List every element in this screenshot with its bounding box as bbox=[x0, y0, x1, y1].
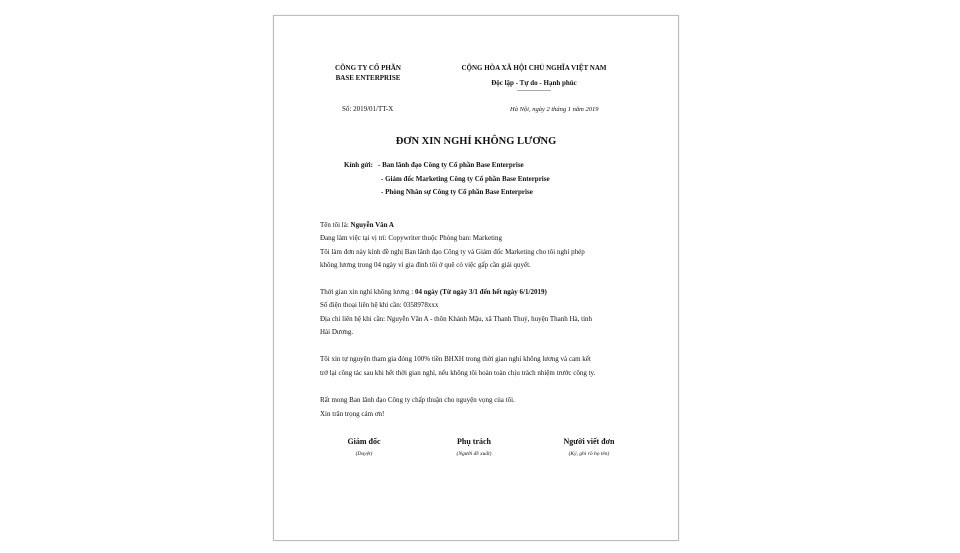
recipient-item: - Ban lãnh đạo Công ty Cổ phần Base Enterprise bbox=[378, 161, 524, 169]
recipient-item: - Giám đốc Marketing Công ty Cổ phần Base Enterprise bbox=[381, 175, 550, 183]
signature-title-director: Giám đốc bbox=[347, 437, 381, 446]
signature-title-supervisor: Phụ trách bbox=[457, 437, 491, 446]
name-value: Nguyễn Văn A bbox=[350, 221, 394, 229]
company-name-line2: BASE ENTERPRISE bbox=[335, 74, 401, 82]
address-line1: Địa chỉ liên hệ khi cần: Nguyễn Văn A - thôn Khánh Mậu, xã Thanh Thuỷ, huyện Thanh Hà, tỉnh bbox=[320, 315, 593, 323]
motto: Độc lập - Tự do - Hạnh phúc bbox=[491, 79, 577, 87]
place-date: Hà Nội, ngày 2 tháng 1 năm 2019 bbox=[510, 106, 599, 113]
phone-line: Số điện thoại liên hệ khi cần: 0358978xxx bbox=[320, 301, 439, 309]
closing-line2: Xin trân trọng cảm ơn! bbox=[320, 410, 385, 418]
address-line2: Hải Dương. bbox=[320, 328, 354, 336]
name-line bbox=[320, 221, 394, 230]
document-title: ĐƠN XIN NGHỈ KHÔNG LƯƠNG bbox=[395, 136, 557, 147]
closing-line1: Rất mong Ban lãnh đạo Công ty chấp thuận cho nguyện vọng của tôi. bbox=[320, 396, 515, 404]
signature-sub-director: (Duyệt) bbox=[355, 451, 373, 457]
leave-period-line bbox=[320, 288, 547, 297]
leave-period-value: 04 ngày (Từ ngày 3/1 đến hết ngày 6/1/2019) bbox=[415, 288, 547, 296]
recipient-item: - Phòng Nhân sự Công ty Cổ phần Base Enterprise bbox=[381, 188, 533, 196]
document-page bbox=[273, 15, 679, 541]
recipients-label: Kính gửi: bbox=[344, 161, 373, 169]
signature-sub-applicant: (Ký, ghi rõ họ tên) bbox=[568, 451, 610, 457]
signature-title-applicant: Người viết đơn bbox=[563, 437, 615, 446]
leave-period-label: Thời gian xin nghỉ không lương : bbox=[320, 288, 415, 296]
motto-rule: ----------------- bbox=[517, 88, 551, 94]
commitment-line1: Tôi xin tự nguyện tham gia đóng 100% tiền BHXH trong thời gian nghỉ không lương và cam kết bbox=[320, 355, 591, 363]
document-number: Số: 2019/01/TT-X bbox=[342, 105, 394, 113]
request-line1: Tôi làm đơn này kính đề nghị Ban lãnh đạo Công ty và Giám đốc Marketing cho tôi nghỉ phép bbox=[320, 248, 585, 256]
company-name-line1: CÔNG TY CỔ PHẦN bbox=[335, 64, 401, 72]
position-line: Đang làm việc tại vị trí: Copywriter thuộc Phòng ban: Marketing bbox=[320, 234, 502, 242]
name-label: Tên tôi là: bbox=[320, 221, 351, 229]
commitment-line2: trở lại công tác sau khi hết thời gian nghỉ, nếu không tôi hoàn toàn chịu trách nhiệm trước công ty. bbox=[320, 369, 596, 377]
request-line2: không lương trong 04 ngày vì gia đình tôi ở quê có việc gấp cần giải quyết. bbox=[320, 261, 531, 269]
signature-sub-supervisor: (Người đề xuất) bbox=[456, 451, 492, 457]
republic-heading: CỘNG HÒA XÃ HỘI CHỦ NGHĨA VIỆT NAM bbox=[461, 64, 607, 72]
